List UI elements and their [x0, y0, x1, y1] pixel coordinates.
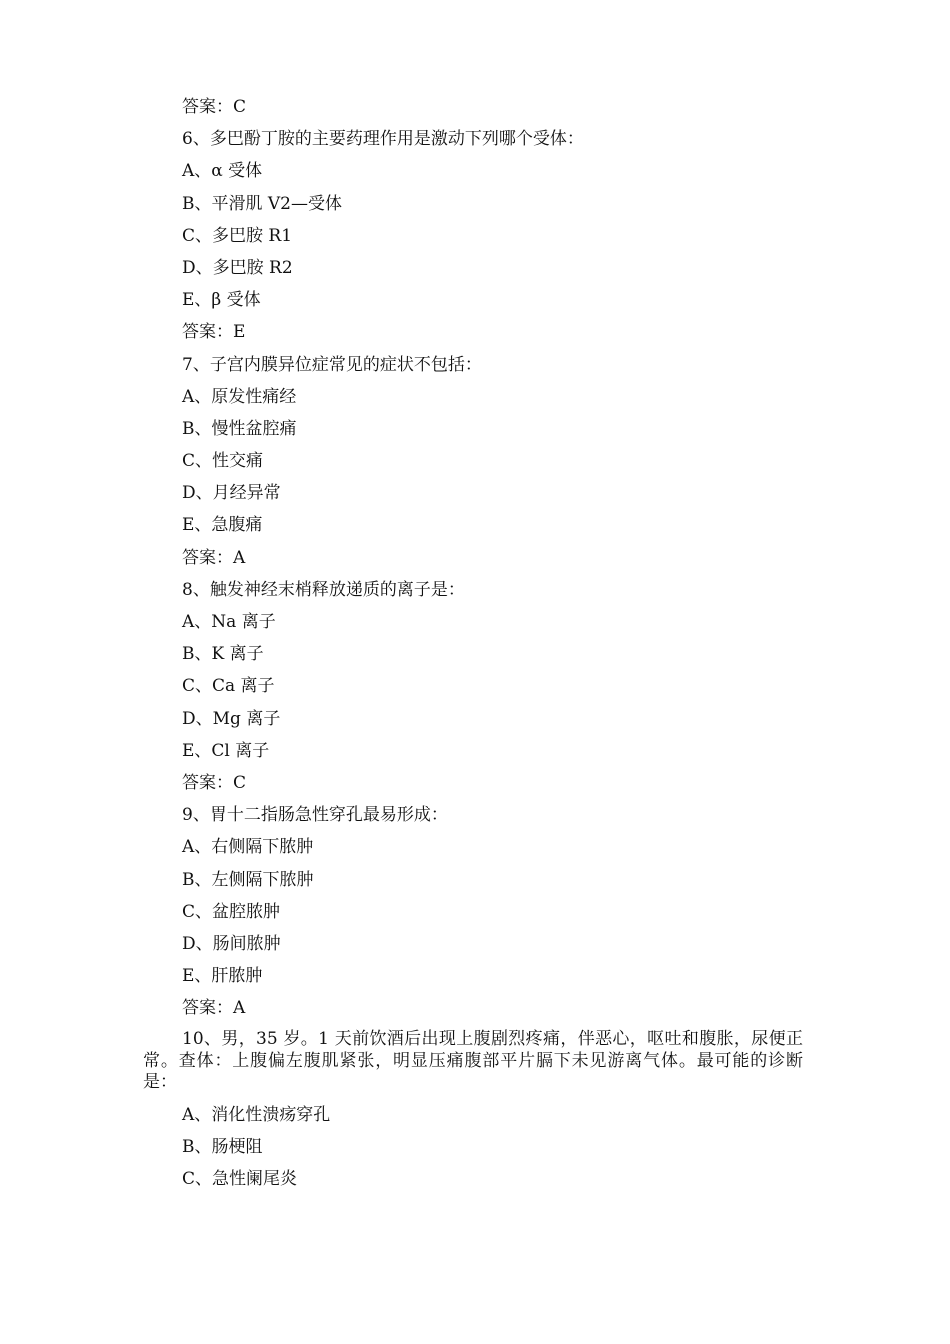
option-line: A、消化性溃疡穿孔 [182, 1104, 331, 1125]
option-line: E、β 受体 [182, 290, 261, 311]
option-line: E、肝脓肿 [182, 966, 263, 987]
option-line: B、K 离子 [182, 644, 264, 665]
option-line: B、慢性盆腔痛 [182, 418, 297, 439]
answer-line: 答案：A [182, 998, 246, 1019]
option-line: C、盆腔脓肿 [182, 901, 281, 922]
option-line: A、右侧隔下脓肿 [182, 837, 314, 858]
option-line: D、Mg 离子 [182, 708, 281, 729]
option-line: B、肠梗阻 [182, 1137, 263, 1158]
answer-line: 答案：E [182, 322, 246, 343]
option-line: B、平滑肌 V2—受体 [182, 193, 342, 214]
option-line: E、Cl 离子 [182, 740, 270, 761]
question-7: 7、子宫内膜异位症常见的症状不包括： [182, 354, 482, 375]
option-line: A、Na 离子 [182, 612, 276, 632]
option-line: A、α 受体 [182, 161, 263, 182]
option-line: D、肠间脓肿 [182, 933, 281, 954]
option-line: A、原发性痛经 [182, 386, 297, 407]
question-content [143, 91, 803, 1196]
question-8: 8、触发神经末梢释放递质的离子是： [182, 579, 465, 600]
option-line: D、多巴胺 R2 [182, 257, 293, 278]
answer-line: 答案：C [182, 97, 247, 117]
answer-line: 答案：C [182, 772, 247, 793]
option-line: C、急性阑尾炎 [182, 1169, 298, 1190]
option-line: D、月经异常 [182, 483, 281, 504]
answer-line: 答案：A [182, 547, 246, 568]
option-line: C、性交痛 [182, 451, 264, 472]
question-10: 10、男，35 岁。1 天前饮酒后出现上腹剧烈疼痛，伴恶心，呕吐和腹胀，尿便正常。查体：上腹偏左腹肌紧张，明显压痛腹部平片膈下未见游离气体。最可能的诊断是： [143, 1029, 803, 1093]
option-line: C、Ca 离子 [182, 676, 275, 697]
option-line: C、多巴胺 R1 [182, 225, 293, 246]
question-6: 6、多巴酚丁胺的主要药理作用是激动下列哪个受体： [182, 129, 584, 150]
option-line: B、左侧隔下脓肿 [182, 869, 314, 890]
question-9: 9、胃十二指肠急性穿孔最易形成： [182, 805, 448, 826]
option-line: E、急腹痛 [182, 515, 263, 536]
